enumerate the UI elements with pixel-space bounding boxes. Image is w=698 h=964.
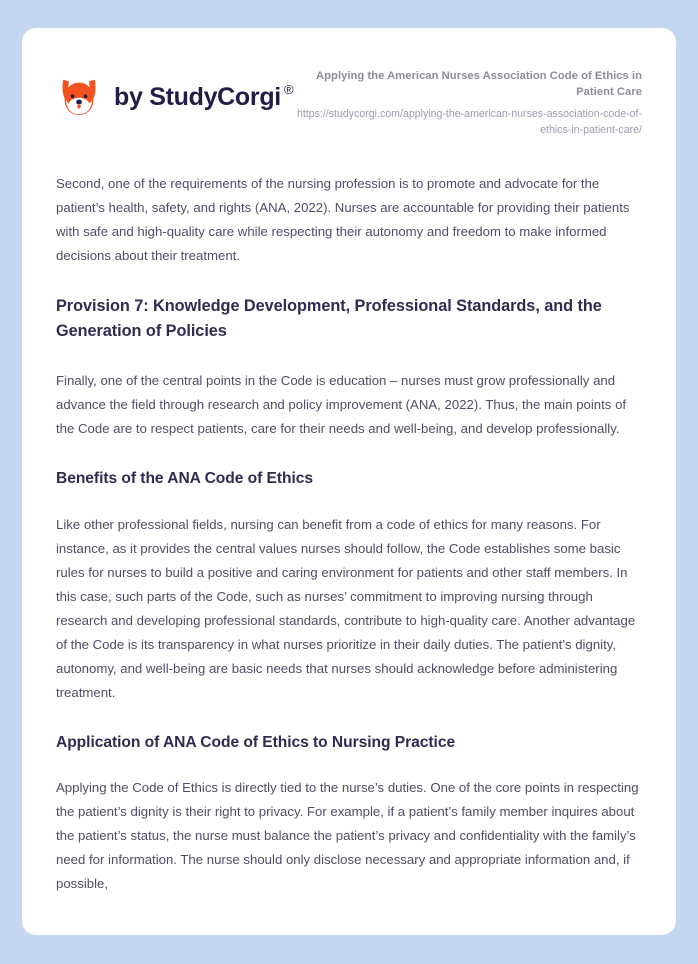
document-header [22, 28, 676, 138]
paragraph-second-requirement: Second, one of the requirements of the nursing profession is to promote and advocate for the patient’s health, safety, and rights (ANA, 2022). Nurses are accountable for providing their patients with safe and high-quality care while respecting their autonomy and freedom to make informed decisions about their treatment. [56, 176, 630, 264]
document-page-card [22, 28, 676, 935]
studycorgi-brand[interactable] [56, 66, 293, 120]
heading-provision-7: Provision 7: Knowledge Development, Professional Standards, and the Generation of Policies [56, 297, 602, 340]
page-title: Applying the American Nurses Association Code of Ethics in Patient Care [316, 70, 642, 99]
header-meta [296, 66, 642, 138]
document-body [22, 172, 676, 896]
brand-name: by StudyCorgi [114, 82, 281, 111]
corgi-logo-icon [56, 74, 102, 120]
heading-benefits: Benefits of the ANA Code of Ethics [56, 470, 314, 488]
brand-wordmark [114, 81, 294, 111]
paragraph-application: Applying the Code of Ethics is directly tied to the nurse’s duties. One of the core points in respecting the patient’s dignity is their right to privacy. For example, if a patient’s family member inquires about the patient’s status, the nurse must balance the patient’s privacy and confidentiality with the family’s need for information. The nurse should only disclose necessary and appropriate information and, if possible, [56, 780, 639, 892]
source-url[interactable]: https://studycorgi.com/applying-the-american-nurses-association-code-of-ethics-in-patient-care/ [296, 108, 642, 136]
registered-trademark-icon: ® [283, 81, 294, 97]
paragraph-benefits: Like other professional fields, nursing can benefit from a code of ethics for many reasons. For instance, as it provides the central values nurses should follow, the Code establishes some basic rules for nurses to build a positive and caring environment for patients and other staff members. In this case, such parts of the Code, such as nurses’ commitment to improving nursing through research and developing professional standards, contribute to high-quality care. Another advantage of the Code is its transparency in what nurses prioritize in their daily duties. The patient’s dignity, autonomy, and well-being are basic needs that nurses should acknowledge before administering treatment. [56, 516, 636, 700]
heading-application: Application of ANA Code of Ethics to Nursing Practice [56, 733, 456, 751]
paragraph-education: Finally, one of the central points in the Code is education – nurses must grow professionally and advance the field through research and policy improvement (ANA, 2022). Thus, the main points of the Code are to respect patients, care for their needs and well-being, and develop professionally. [56, 373, 627, 437]
